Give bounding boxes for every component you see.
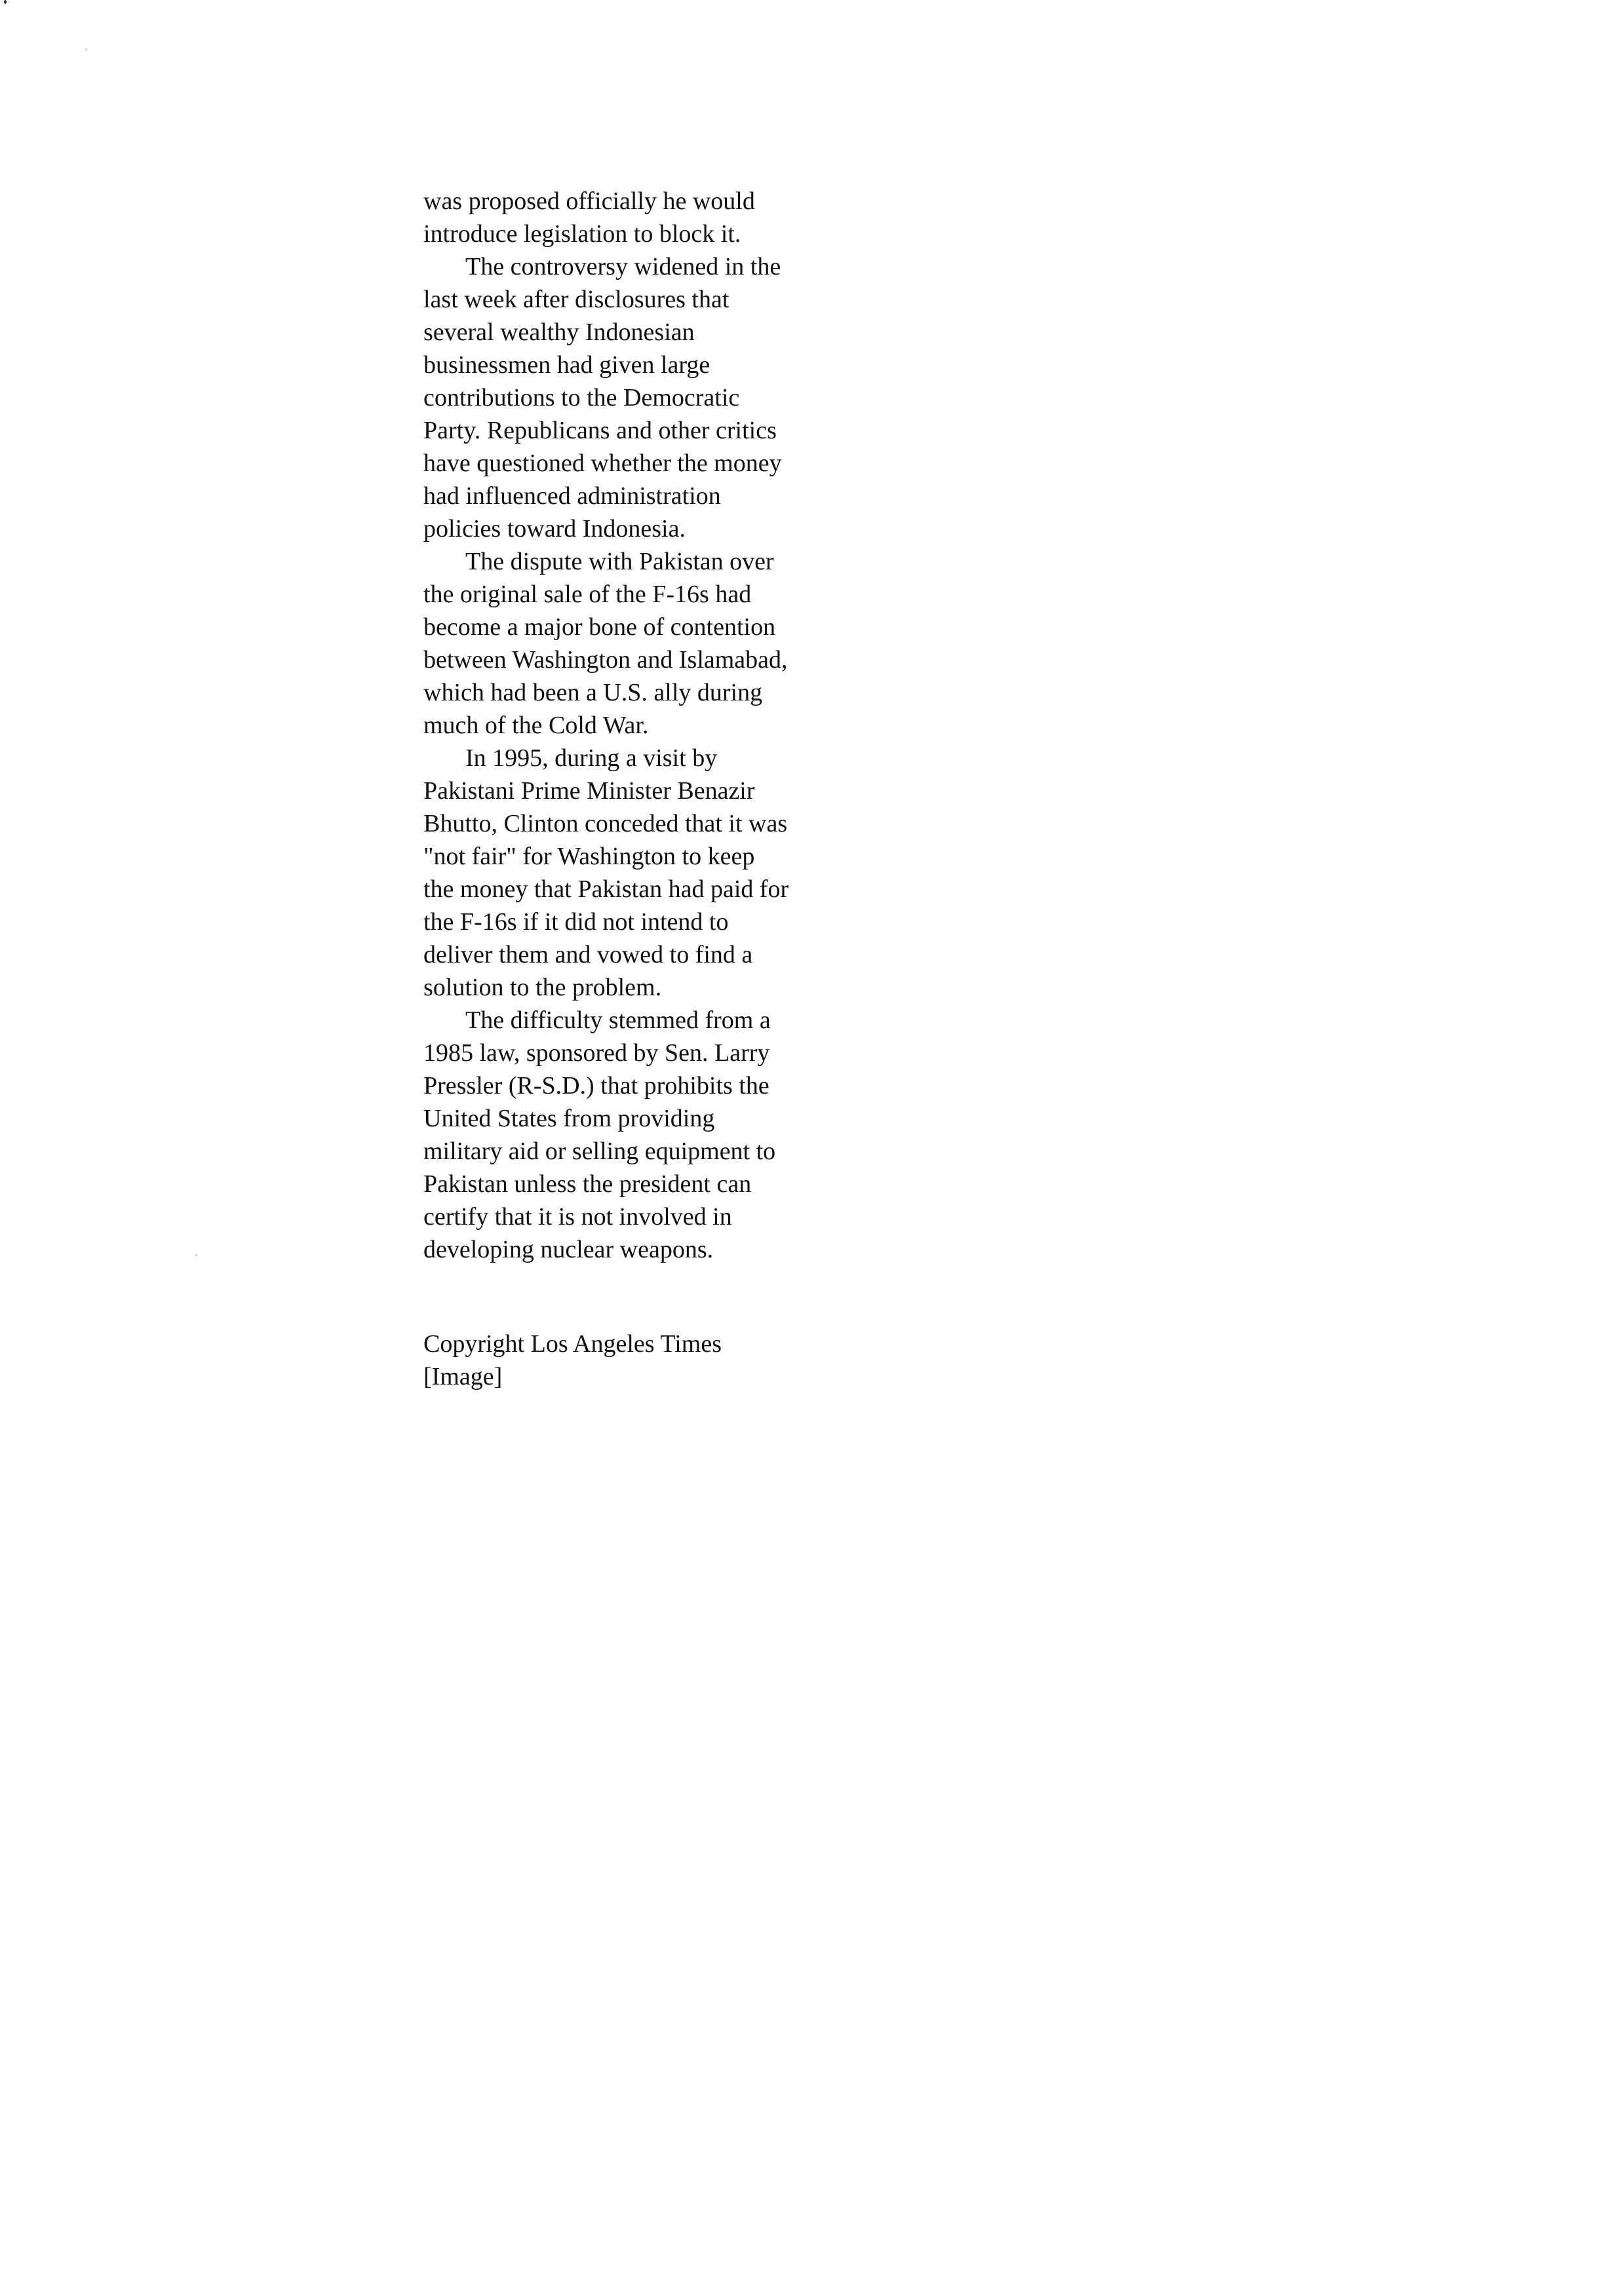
article-body	[423, 185, 843, 1266]
article-line: introduce legislation to block it.	[423, 220, 741, 248]
article-line: Pressler (R-S.D.) that prohibits the	[423, 1072, 769, 1100]
article-line: have questioned whether the money	[423, 450, 782, 477]
article-line: the original sale of the F-16s had	[423, 581, 752, 608]
article-line: The controversy widened in the	[465, 253, 781, 280]
article-line: last week after disclosures that	[423, 286, 730, 313]
article-line: military aid or selling equipment to	[423, 1138, 776, 1165]
article-line: the money that Pakistan had paid for	[423, 875, 789, 903]
article-line: much of the Cold War.	[423, 712, 649, 739]
article-line: which had been a U.S. ally during	[423, 679, 763, 706]
article-line: The difficulty stemmed from a	[465, 1006, 771, 1034]
article-line: certify that it is not involved in	[423, 1203, 732, 1231]
article-line: Pakistan unless the president can	[423, 1170, 752, 1198]
article-line: between Washington and Islamabad,	[423, 646, 788, 674]
article-line: businessmen had given large	[423, 351, 710, 379]
article-line: The dispute with Pakistan over	[465, 548, 774, 575]
article-line: 1985 law, sponsored by Sen. Larry	[423, 1039, 770, 1067]
article-line: several wealthy Indonesian	[423, 318, 695, 346]
copyright-notice: Copyright Los Angeles Times	[423, 1330, 722, 1358]
scan-speck	[4, 0, 7, 4]
article-line: United States from providing	[423, 1105, 715, 1132]
article-line: In 1995, during a visit by	[465, 744, 718, 772]
article-line: "not fair" for Washington to keep	[423, 843, 755, 870]
scan-speck	[85, 48, 87, 50]
article-line: Bhutto, Clinton conceded that it was	[423, 810, 788, 837]
article-line: deliver them and vowed to find a	[423, 941, 753, 968]
article-footer	[423, 1328, 843, 1393]
article-line: had influenced administration	[423, 482, 721, 510]
article-line: developing nuclear weapons.	[423, 1236, 714, 1263]
article-line: Pakistani Prime Minister Benazir	[423, 777, 755, 805]
article-line: policies toward Indonesia.	[423, 515, 686, 543]
article-line: the F-16s if it did not intend to	[423, 908, 729, 936]
article-line: was proposed officially he would	[423, 187, 755, 215]
scan-speck	[195, 1254, 197, 1256]
article-line: Party. Republicans and other critics	[423, 417, 777, 444]
image-placeholder: [Image]	[423, 1363, 503, 1390]
article-line: become a major bone of contention	[423, 613, 776, 641]
article-line: contributions to the Democratic	[423, 384, 740, 411]
article-line: solution to the problem.	[423, 974, 662, 1001]
